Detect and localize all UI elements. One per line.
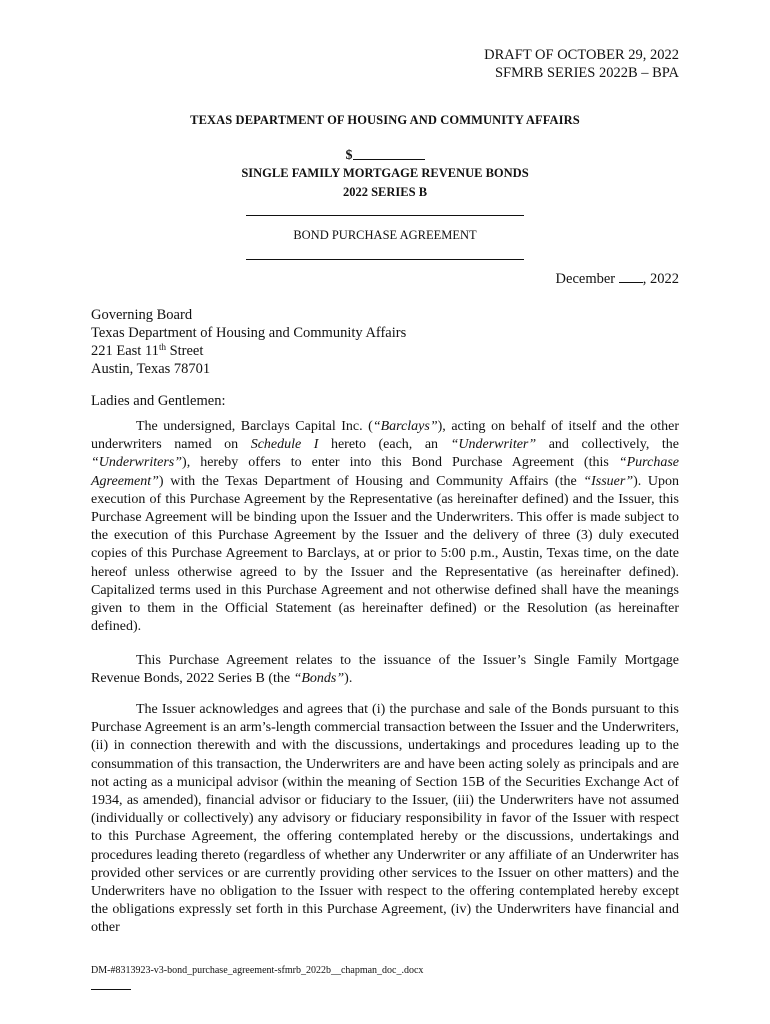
draft-date: DRAFT OF OCTOBER 29, 2022 [484, 47, 679, 63]
footer-rule [91, 989, 131, 990]
addressee-line-2: Texas Department of Housing and Community Affairs [91, 325, 407, 341]
document-footer-id: DM-#8313923-v3-bond_purchase_agreement-sfmrb_2022b__chapman_doc_.docx [91, 965, 424, 976]
street-number: 221 East 11 [91, 343, 159, 359]
addressee-line-1: Governing Board [91, 307, 193, 323]
salutation: Ladies and Gentlemen: [91, 393, 226, 409]
addressee-city: Austin, Texas 78701 [91, 361, 211, 377]
issuer-name: TEXAS DEPARTMENT OF HOUSING AND COMMUNITY AFFAIRS [190, 113, 580, 127]
paragraph-acknowledgement: The Issuer acknowledges and agrees that (i) the purchase and sale of the Bonds pursuant to this Purchase Agreement is an arm’s-length commercial transaction between the Issuer and the Underwriters, (ii) in connection therewith and with the discussions, undertakings and procedures leading up to the consummation of this transaction, the Underwriters are and have been acting solely as principals and are not acting as a municipal advisor (within the meaning of Section 15B of the Securities Exchange Act of 1934, as amended), financial advisor or fiduciary to the Issuer, (iii) the Underwriters have not assumed (individually or collectively) any advisory or fiduciary responsibility in favor of the Issuer with respect to this Purchase Agreement, the offering contemplated hereby or the discussions, undertakings and procedures leading thereto (regardless of whether any Underwriter or any affiliate of an Underwriter has provided other services or are currently providing other services to the Issuer on other matters) and the Underwriters have no obligation to the Issuer with respect to the offering contemplated hereby except the obligations expressly set forth in this Purchase Agreement, (iv) the Underwriters have financial and other [91, 702, 679, 936]
date-suffix: , 2022 [642, 271, 679, 287]
paragraph-bonds: This Purchase Agreement relates to the issuance of the Issuer’s Single Family Mortgage Revenue Bonds, 2022 Series B (the “Bonds”). [91, 653, 679, 687]
addressee-block [91, 306, 406, 378]
paragraph-offer: The undersigned, Barclays Capital Inc. (“Barclays”), acting on behalf of itself and the other underwriters named on Schedule I hereto (each, an “Underwriter” and collectively, the “Underwriters”), hereby offers to enter into this Bond Purchase Agreement (this “Purchase Agreement”) with the Texas Department of Housing and Community Affairs (the “Issuer”). Upon execution of this Purchase Agreement by the Representative (as hereinafter defined) and the Issuer, this Purchase Agreement will be binding upon the Issuer and the Underwriters. This offer is made subject to the execution of this Purchase Agreement by the Issuer and the delivery of three (3) duly executed copies of this Purchase Agreement to Barclays, at or prior to 5:00 p.m., Austin, Texas time, on the date hereof unless otherwise agreed to by the Issuer and the Representative (as hereinafter defined). Capitalized terms used in this Purchase Agreement and not otherwise defined shall have the meanings given to them in the Official Statement (as hereinafter defined) or the Resolution (as hereinafter defined). [91, 419, 680, 635]
date-blank [619, 270, 643, 283]
title-rule-bottom [246, 259, 524, 260]
series-reference: SFMRB SERIES 2022B – BPA [494, 65, 679, 81]
bonds-series: 2022 SERIES B [342, 185, 428, 199]
title-rule-top [246, 215, 524, 216]
amount-prefix: $ [345, 148, 353, 163]
agreement-title: BOND PURCHASE AGREEMENT [293, 228, 477, 242]
bonds-title: SINGLE FAMILY MORTGAGE REVENUE BONDS [241, 166, 529, 180]
draft-header [484, 46, 679, 82]
amount-blank [353, 146, 425, 160]
street-name: Street [165, 343, 204, 359]
agreement-date [556, 270, 679, 288]
bond-amount [91, 146, 679, 164]
addressee-street [91, 342, 406, 360]
street-ordinal: th [158, 342, 166, 352]
bonds-title-block [91, 164, 679, 202]
date-prefix: December [555, 271, 619, 287]
